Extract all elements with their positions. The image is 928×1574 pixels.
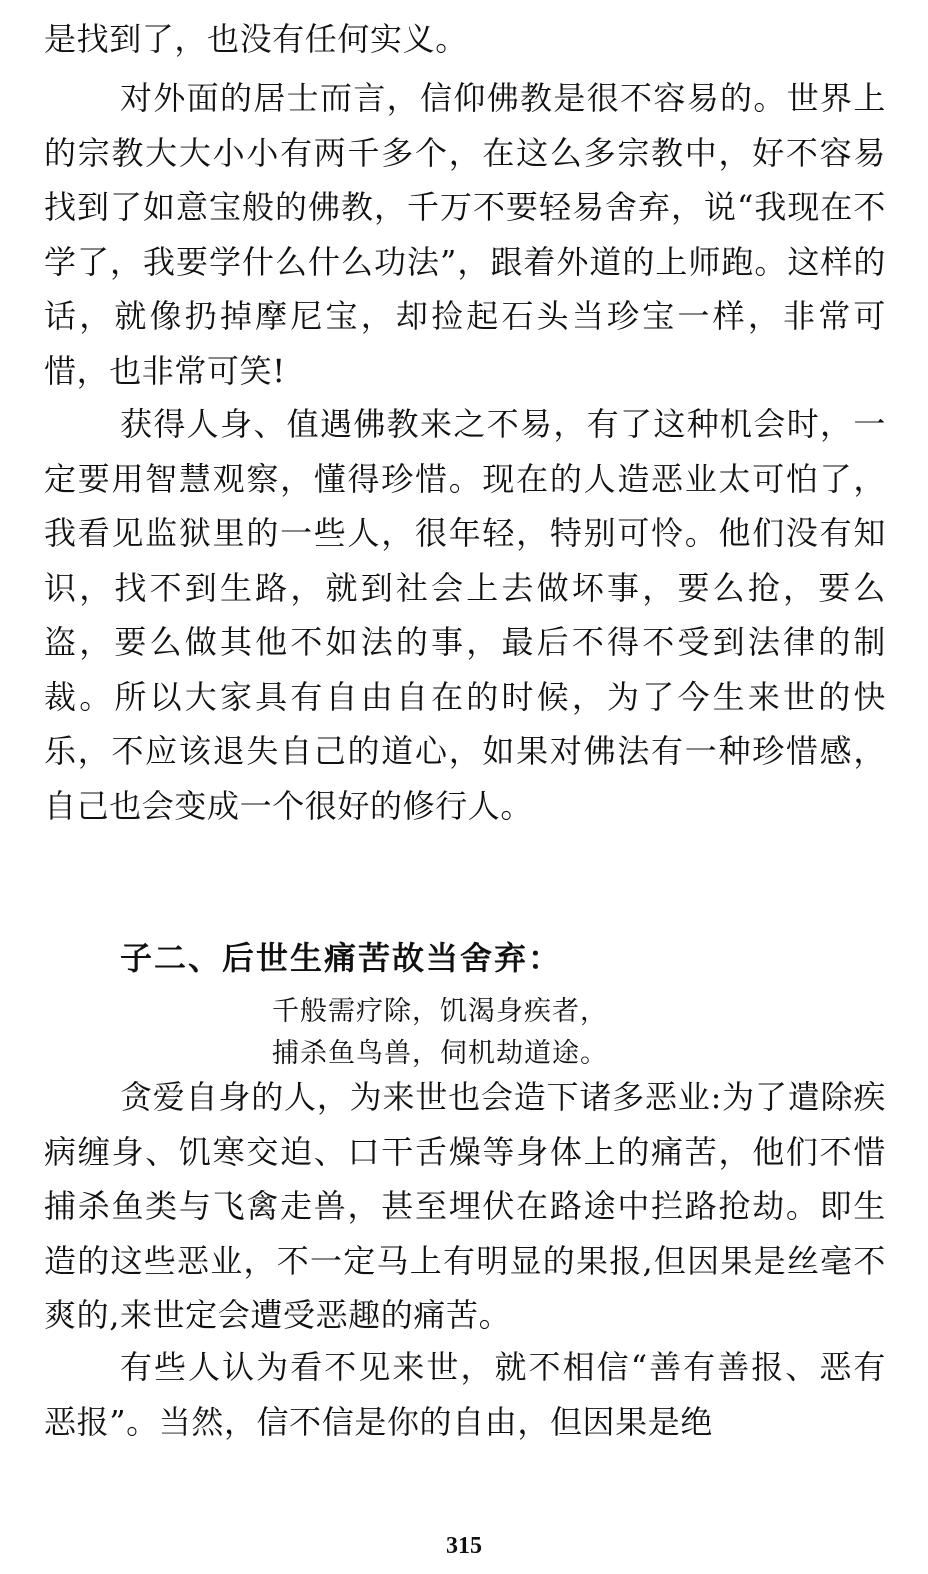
verse-line: 捕杀鱼鸟兽，伺机劫道途。 [272,1038,608,1069]
page-number: 315 [446,1533,482,1559]
continuation-paragraph: 是找到了，也没有任何实义。 [44,20,468,58]
paragraph-precious-human-life: 获得人身、值遇佛教来之不易，有了这种机会时，一定要用智慧观察，懂得珍惜。现在的人造恶业太可怕了，我看见监狱里的一些人，很年轻，特别可怜。他们没有知识，找不到生路，就到社会上去做坏事，要么抢，要么盗，要么做其他不如法的事，最后不得不受到法律的制裁。所以大家具有自由自在的时候，为了今生来世的快乐，不应该退失自己的道心，如果对佛法有一种珍惜感，自己也会变成一个很好的修行人。 [44,405,886,825]
commentary-paragraph: 贪爱自身的人，为来世也会造下诸多恶业:为了遣除疾病缠身、饥寒交迫、口干舌燥等身体上的痛苦，他们不惜捕杀鱼类与飞禽走兽，甚至埋伏在路途中拦路抢劫。即生造的这些恶业，不一定马上有明显的果报,但因果是丝毫不爽的,来世定会遭受恶趣的痛苦。 [44,1078,886,1334]
commentary-paragraph: 有些人认为看不见来世，就不相信“善有善报、恶有恶报”。当然，信不信是你的自由，但因果是绝 [44,1348,886,1441]
paragraph-faith: 对外面的居士而言，信仰佛教是很不容易的。世界上的宗教大大小小有两千多个，在这么多宗教中，好不容易找到了如意宝般的佛教，千万不要轻易舍弃，说“我现在不学了，我要学什么什么功法”，跟着外道的上师跑。这样的话，就像扔掉摩尼宝，却捡起石头当珍宝一样，非常可惜，也非常可笑! [44,79,886,390]
section-heading: 子二、后世生痛苦故当舍弃： [120,939,563,977]
verse-line: 千般需疗除，饥渴身疾者， [272,996,608,1027]
